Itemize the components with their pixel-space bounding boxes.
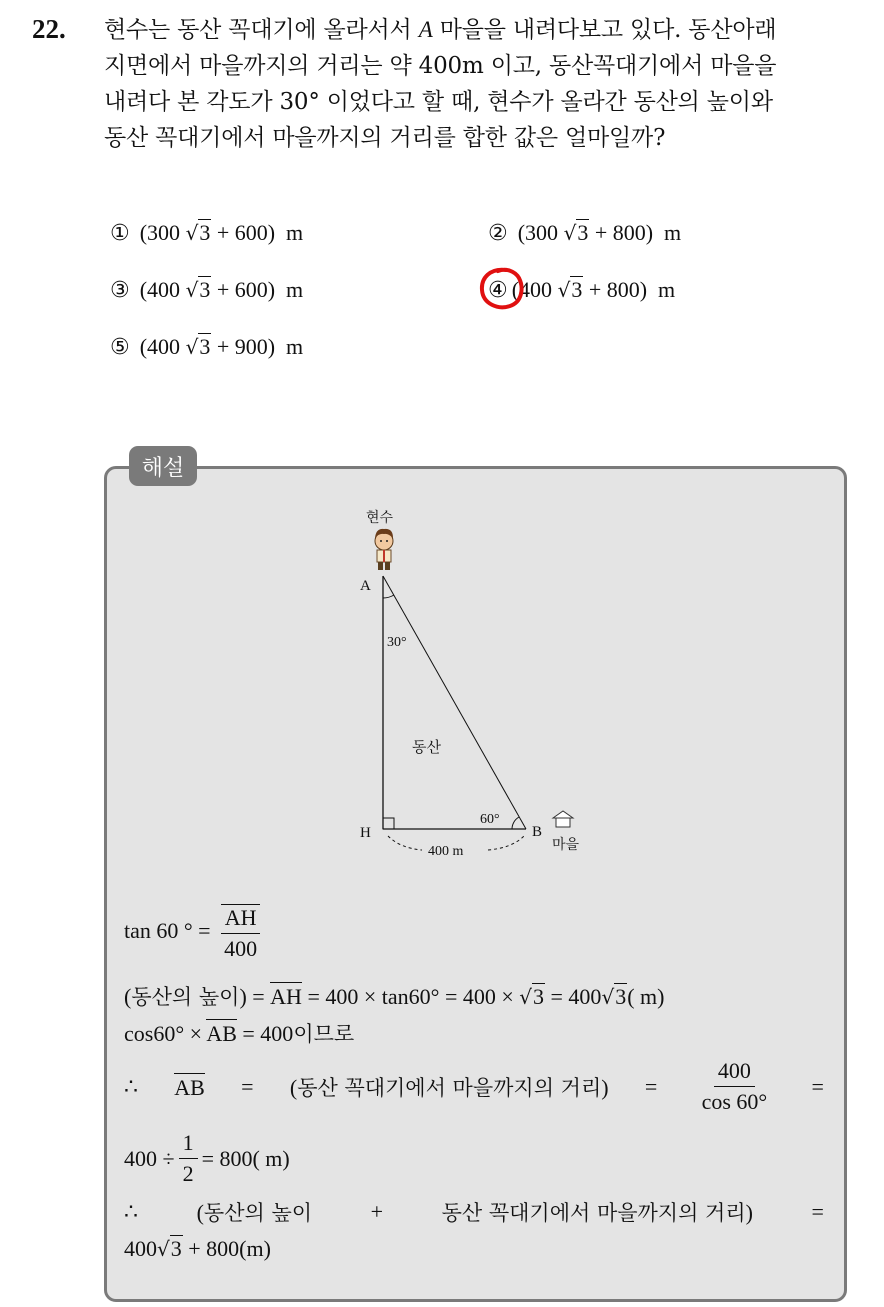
- sqrt: √3: [185, 277, 211, 302]
- sqrt: √3: [563, 220, 589, 245]
- choice-marker: ①: [110, 221, 130, 246]
- point-b-label: B: [532, 824, 543, 840]
- point-a-label: A: [418, 17, 433, 42]
- point-h-label: H: [360, 825, 371, 841]
- choice-marker: ③: [110, 278, 130, 303]
- question-line-1: 현수는 동산 꼭대기에 올라서서 A 마을을 내려다보고 있다. 동산아래: [104, 17, 777, 43]
- point-a-label: A: [360, 578, 371, 594]
- solution-line-2: (동산의 높이) = AH = 400 × tan60° = 400 × √3 = 400√3( m): [124, 984, 665, 1009]
- angle-60-label: 60°: [480, 812, 500, 827]
- choice-5[interactable]: ⑤ (400 √3 + 900) m: [110, 334, 304, 360]
- person-label: 현수: [366, 510, 394, 526]
- triangle-diagram: [340, 500, 580, 870]
- choice-1[interactable]: ① (300 √3 + 600) m: [110, 220, 304, 246]
- question-text: [104, 12, 874, 156]
- hill-label: 동산: [412, 738, 441, 756]
- solution-line-6: ∴ (동산의 높이 + 동산 꼭대기에서 마을까지의 거리) =: [124, 1199, 824, 1225]
- question-number: 22.: [32, 14, 66, 44]
- choice-marker: ②: [488, 221, 508, 246]
- question-line-2: 지면에서 마을까지의 거리는 약 400m 이고, 동산꼭대기에서 마을을: [104, 53, 777, 79]
- fraction: $\frac{AH}{400}$: [220, 904, 261, 962]
- choice-marker: ④: [488, 278, 508, 303]
- solution-tag: 해설: [129, 446, 197, 486]
- question-line-3: 내려다 본 각도가 30° 이었다고 할 때, 현수가 올라간 동산의 높이와: [104, 89, 773, 115]
- angle-30-label: 30°: [387, 635, 407, 650]
- solution-line-5: 400 ÷ $\frac{1}{2}$ = 800( m): [124, 1130, 290, 1186]
- choice-4[interactable]: ④ (400 √3 + 800) m: [488, 277, 676, 303]
- sqrt: √3: [185, 220, 211, 245]
- solution-line-1: tan 60 ° = $\frac{AH}{400}$: [124, 904, 265, 962]
- solution-line-7: 400√3 + 800(m): [124, 1236, 271, 1261]
- sqrt: √3: [185, 334, 211, 359]
- village-label: 마을: [552, 837, 580, 853]
- question-line-4: 동산 꼭대기에서 마을까지의 거리를 합한 값은 얼마일까?: [104, 125, 666, 151]
- choice-3[interactable]: ③ (400 √3 + 600) m: [110, 277, 304, 303]
- solution-line-4: ∴ AB = (동산 꼭대기에서 마을까지의 거리) = $\frac{400}{\cos 60^\circ}$ =: [124, 1058, 824, 1114]
- sqrt: √3: [557, 277, 583, 302]
- person-icon: [375, 529, 393, 570]
- choice-2[interactable]: ② (300 √3 + 800) m: [488, 220, 682, 246]
- choice-marker: ⑤: [110, 335, 130, 360]
- answer-circle-mark: [476, 264, 528, 314]
- solution-line-3: cos60° × AB = 400이므로: [124, 1021, 355, 1046]
- base-length-label: 400 m: [428, 844, 464, 859]
